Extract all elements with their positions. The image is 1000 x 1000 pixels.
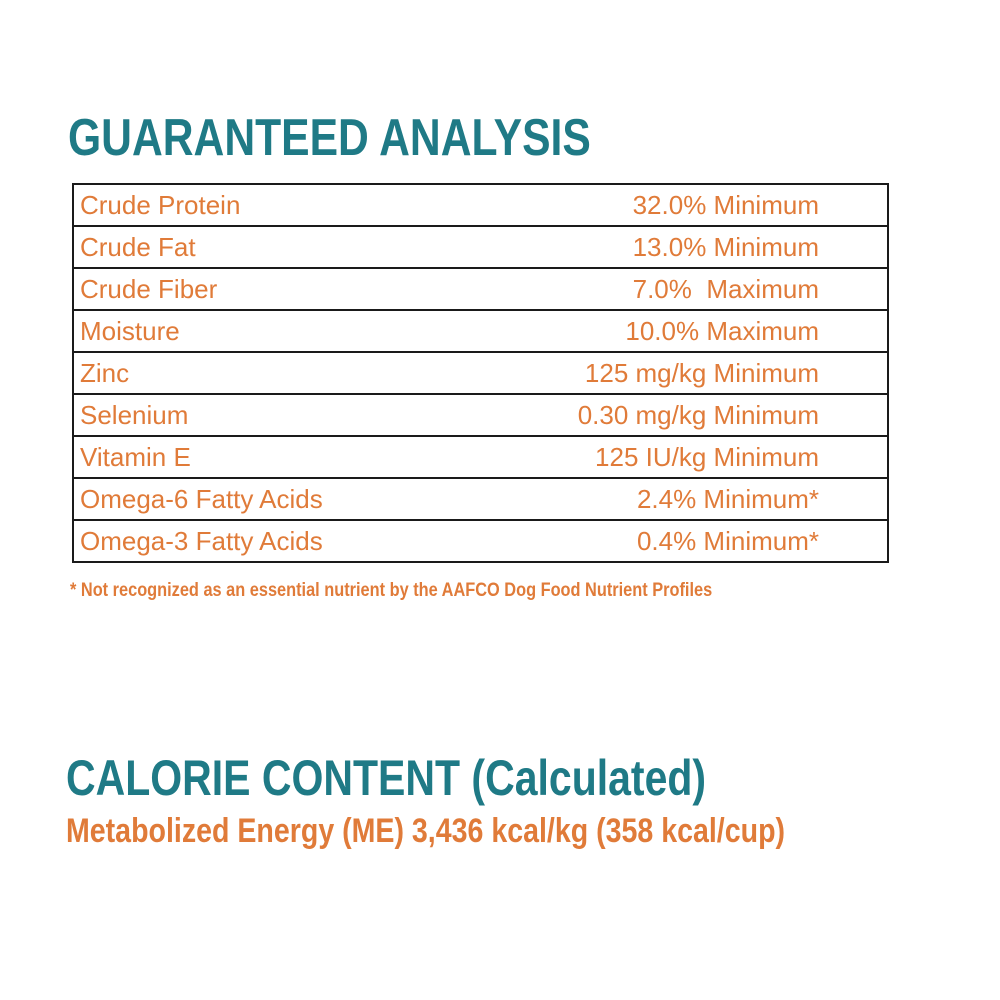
nutrient-name: Crude Fiber — [73, 268, 520, 310]
nutrient-amount: 0.30 mg/kg Minimum — [520, 394, 888, 436]
nutrient-name: Crude Fat — [73, 226, 520, 268]
nutrient-amount: 125 mg/kg Minimum — [520, 352, 888, 394]
nutrient-name: Selenium — [73, 394, 520, 436]
table-row — [73, 478, 888, 520]
nutrient-amount: 2.4% Minimum* — [520, 478, 888, 520]
nutrient-name: Omega-6 Fatty Acids — [73, 478, 520, 520]
table-row — [73, 184, 888, 226]
metabolized-energy-value: Metabolized Energy (ME) 3,436 kcal/kg (358 kcal/cup) — [66, 812, 786, 850]
nutrient-amount: 32.0% Minimum — [520, 184, 888, 226]
calorie-content-title: CALORIE CONTENT (Calculated) — [66, 750, 707, 806]
nutrient-amount: 125 IU/kg Minimum — [520, 436, 888, 478]
nutrient-name: Crude Protein — [73, 184, 520, 226]
table-row — [73, 268, 888, 310]
aafco-footnote: * Not recognized as an essential nutrient by the AAFCO Dog Food Nutrient Profiles — [70, 580, 713, 601]
table-row — [73, 436, 888, 478]
nutrient-name: Moisture — [73, 310, 520, 352]
table-row — [73, 520, 888, 562]
nutrient-amount: 13.0% Minimum — [520, 226, 888, 268]
nutrient-name: Omega-3 Fatty Acids — [80, 525, 323, 556]
table-row — [73, 352, 888, 394]
table-row — [73, 226, 888, 268]
table-row — [73, 310, 888, 352]
nutrient-name: Vitamin E — [73, 436, 520, 478]
nutrient-amount: 7.0% Maximum — [520, 268, 888, 310]
nutrient-name: Zinc — [73, 352, 520, 394]
table-row — [73, 394, 888, 436]
guaranteed-analysis-title: GUARANTEED ANALYSIS — [68, 109, 591, 167]
nutrient-amount: 0.4% Minimum* — [636, 525, 819, 556]
guaranteed-analysis-table — [72, 183, 889, 563]
nutrient-amount: 10.0% Maximum — [520, 310, 888, 352]
